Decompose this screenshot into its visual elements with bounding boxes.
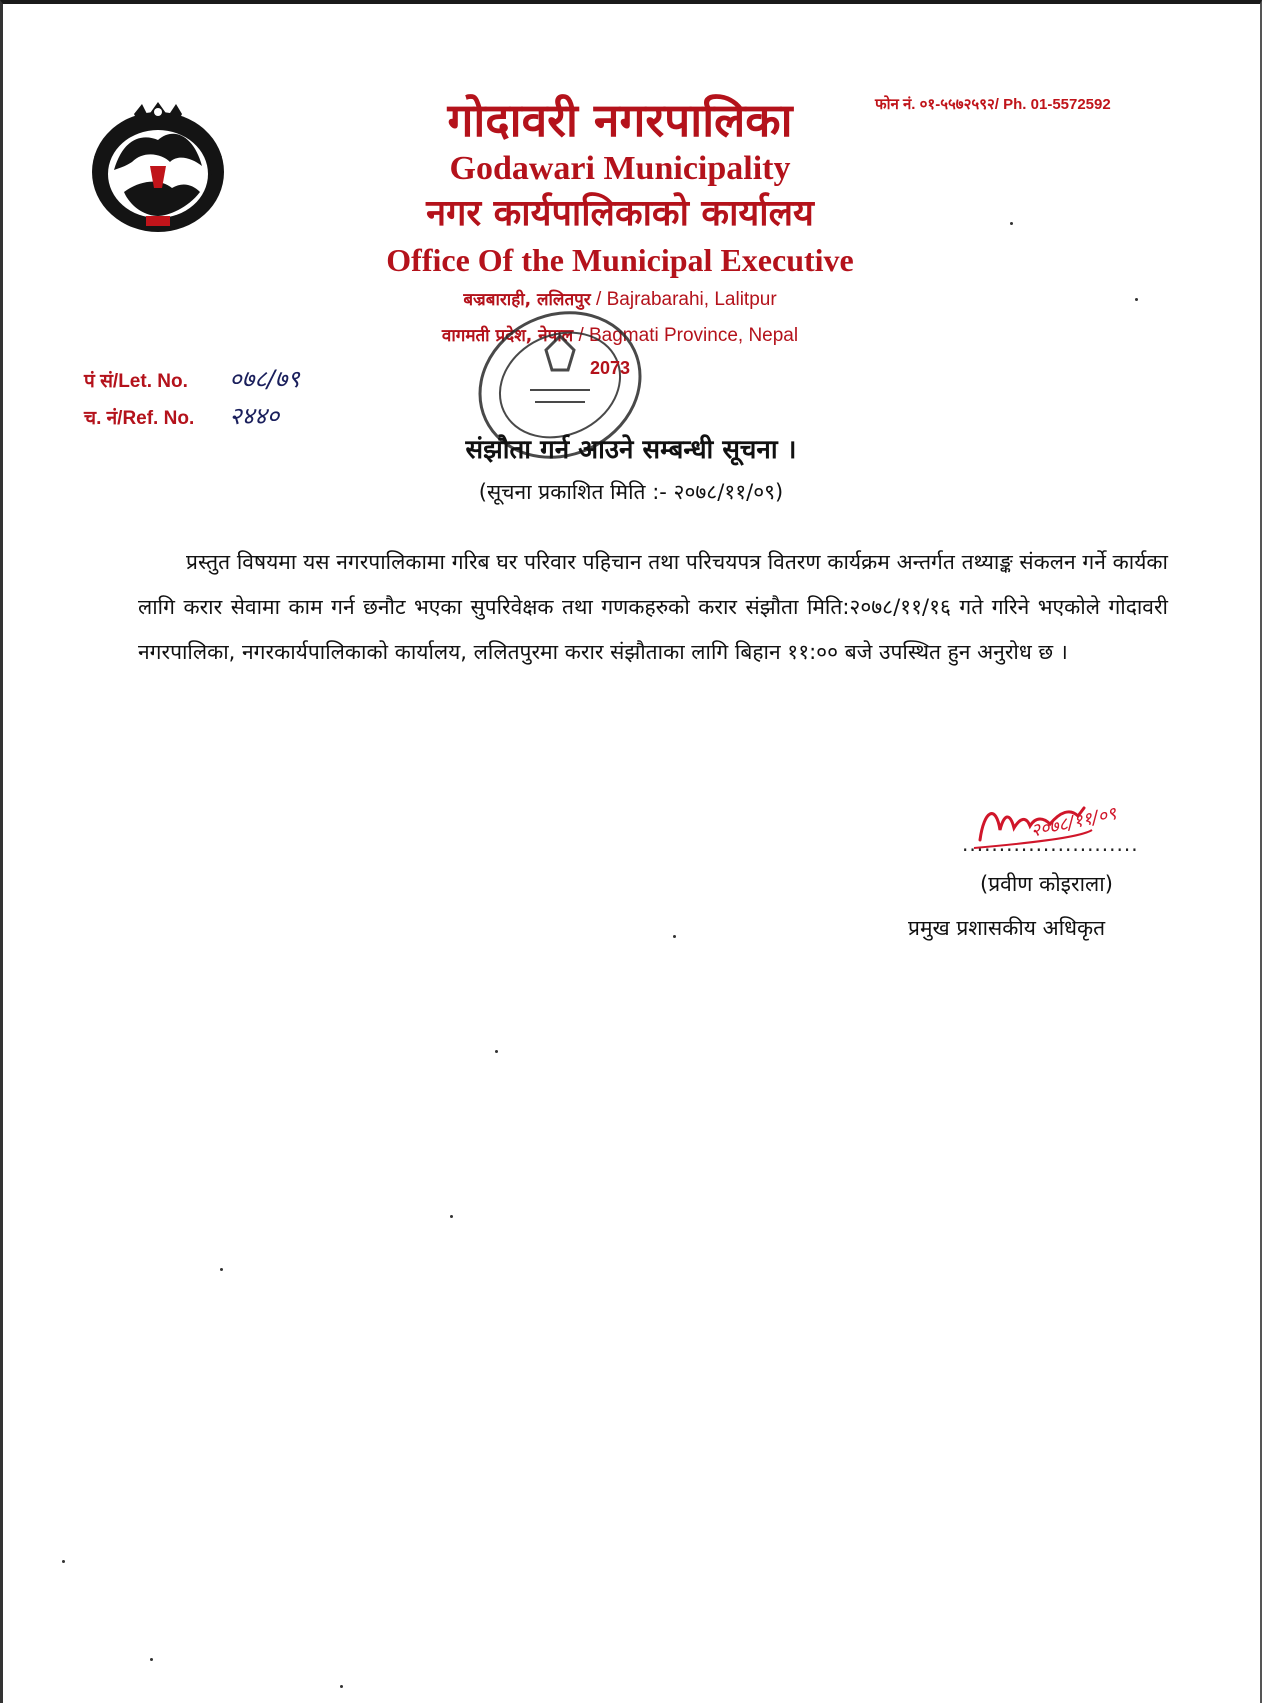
letter-number-label: पं सं/Let. No. [84, 371, 188, 392]
scan-speck [62, 1560, 65, 1563]
signature-line: ........................ [962, 832, 1139, 856]
signature-date: २०७८/११/०९ [1028, 803, 1119, 842]
scan-speck [1135, 298, 1138, 301]
address-line-2-en: / Bagmati Province, Nepal [578, 325, 799, 346]
municipality-name-np: गोदावरी नगरपालिका [447, 93, 793, 147]
scan-speck [450, 1215, 453, 1218]
address-line-1-en: / Bajrabarahi, Lalitpur [596, 289, 777, 310]
office-name-np: नगर कार्यपालिकाको कार्यालय [426, 193, 814, 234]
ref-number-value: २४४० [229, 402, 280, 430]
scan-speck [673, 935, 676, 938]
scan-speck [1010, 222, 1013, 225]
office-name-en: Office Of the Municipal Executive [386, 242, 854, 278]
reference-numbers [84, 362, 300, 436]
scan-speck [340, 1685, 343, 1688]
municipality-name-en: Godawari Municipality [449, 150, 791, 187]
letter-number-row [84, 362, 300, 399]
address-line-1-np: बज्रबाराही, ललितपुर [463, 290, 591, 310]
signatory-role: प्रमुख प्रशासकीय अधिकृत [908, 916, 1106, 940]
scan-speck [150, 1658, 153, 1661]
scan-speck [220, 1268, 223, 1271]
phone-number: फोन नं. ०१-५५७२५९२/ Ph. 01-5572592 [875, 96, 1111, 113]
nepal-emblem-logo [84, 96, 232, 236]
signature-block [880, 790, 1180, 980]
address-line-2-np: वागमती प्रदेश, नेपाल [441, 326, 574, 346]
letter-number-value: ०७८/७९ [229, 365, 300, 393]
signatory-name: (प्रवीण कोइराला) [980, 872, 1113, 896]
established-year: 2073 [590, 358, 631, 378]
ref-number-label: च. नं/Ref. No. [84, 408, 195, 429]
notice-title: संझौता गर्न आउने सम्बन्धी सूचना । [465, 435, 797, 465]
notice-published-date: (सूचना प्रकाशित मिति :- २०७८/११/०९) [478, 480, 784, 504]
notice-body: प्रस्तुत विषयमा यस नगरपालिकामा गरिब घर परिवार पहिचान तथा परिचयपत्र वितरण कार्यक्रम अन्तर्गत तथ्याङ्क संकलन गर्ने कार्यका लागि करार सेवामा काम गर्न छनौट भएका सुपरिवेक्षक तथा गणकहरुको करार संझौता मिति:२०७८/११/१६ गते गरिने भएकोले गोदावरी नगरपालिका, नगरकार्यपालिकाको कार्यालय, ललितपुरमा करार संझौताका लागि बिहान ११:०० बजे उपस्थित हुन अनुरोध छ । [138, 550, 1168, 664]
scan-speck [495, 1050, 498, 1053]
